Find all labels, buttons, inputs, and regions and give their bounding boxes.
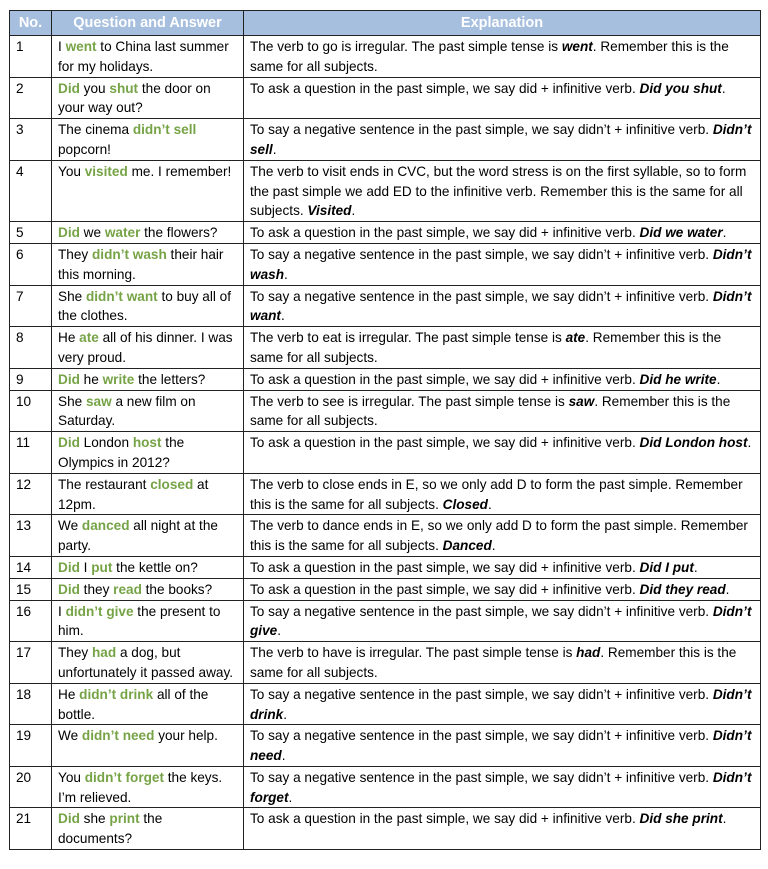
- explanation-cell: [244, 642, 761, 684]
- sentence-text: we: [79, 225, 105, 241]
- table-row: [10, 808, 761, 850]
- past-simple-table: [9, 10, 761, 850]
- question-answer-cell: [52, 515, 244, 557]
- explanation-text: The verb to have is irregular. The past simple tense is: [250, 645, 577, 661]
- highlighted-verb: didn’t drink: [79, 686, 154, 702]
- highlighted-verb: didn’t want: [85, 288, 158, 304]
- question-answer-cell: [52, 556, 244, 578]
- table-row: [10, 556, 761, 578]
- answer-form: Didn’t forget: [250, 769, 752, 805]
- row-number: 3: [10, 119, 52, 161]
- sentence-text: all of the bottle.: [58, 686, 209, 722]
- sentence-text: he: [79, 371, 103, 387]
- answer-form: Didn’t wash: [250, 246, 752, 282]
- explanation-text: To say a negative sentence in the past simple, we say didn’t + infinitive verb.: [250, 246, 713, 262]
- row-number: 20: [10, 766, 52, 808]
- highlighted-verb: write: [102, 371, 135, 387]
- sentence-text: The restaurant: [58, 476, 151, 492]
- explanation-text: .: [747, 435, 752, 451]
- explanation-cell: [244, 222, 761, 244]
- question-answer-cell: [52, 683, 244, 725]
- answer-form: Didn’t sell: [250, 122, 752, 157]
- explanation-text: .: [281, 748, 286, 764]
- explanation-cell: [244, 725, 761, 767]
- explanation-text: To say a negative sentence in the past simple, we say didn’t + infinitive verb.: [250, 603, 713, 619]
- answer-form: Closed: [442, 496, 488, 512]
- row-number: 17: [10, 642, 52, 684]
- explanation-text: To say a negative sentence in the past simple, we say didn’t + infinitive verb.: [250, 122, 713, 138]
- row-number: 12: [10, 473, 52, 515]
- answer-form: Didn’t drink: [250, 686, 752, 722]
- table-row: [10, 243, 761, 285]
- answer-form: Did he write: [639, 371, 717, 387]
- question-answer-cell: [52, 642, 244, 684]
- highlighted-verb: had: [92, 645, 117, 661]
- table-row: [10, 515, 761, 557]
- table-row: [10, 119, 761, 161]
- explanation-text: To say a negative sentence in the past simple, we say didn’t + infinitive verb.: [250, 686, 713, 702]
- row-number: 10: [10, 390, 52, 432]
- explanation-cell: [244, 390, 761, 432]
- row-number: 13: [10, 515, 52, 557]
- explanation-cell: [244, 578, 761, 600]
- explanation-text: The verb to see is irregular. The past simple tense is: [250, 393, 569, 409]
- sentence-text: She: [58, 288, 86, 304]
- table-row: [10, 642, 761, 684]
- explanation-cell: [244, 808, 761, 850]
- sentence-text: the flowers?: [140, 225, 218, 241]
- row-number: 1: [10, 36, 52, 78]
- highlighted-verb: danced: [81, 518, 130, 534]
- header-row: [10, 11, 761, 36]
- table-row: [10, 222, 761, 244]
- question-answer-cell: [52, 578, 244, 600]
- sentence-text: the present to him.: [58, 603, 221, 639]
- sentence-text: to China last summer for my holidays.: [58, 39, 229, 74]
- explanation-cell: [244, 556, 761, 578]
- sentence-text: the keys. I’m relieved.: [58, 769, 223, 805]
- question-answer-cell: [52, 327, 244, 369]
- table-row: [10, 77, 761, 119]
- answer-form: Did they read: [639, 581, 726, 597]
- sentence-text: They: [58, 645, 92, 661]
- header-question-and-answer: Question and Answer: [52, 11, 244, 36]
- explanation-cell: [244, 683, 761, 725]
- explanation-text: To ask a question in the past simple, we say did + infinitive verb.: [250, 435, 640, 451]
- explanation-text: To ask a question in the past simple, we say did + infinitive verb.: [250, 581, 640, 597]
- sentence-text: a new film on Saturday.: [58, 393, 196, 429]
- table-row: [10, 368, 761, 390]
- answer-form: Danced: [442, 538, 492, 554]
- highlighted-verb: saw: [85, 393, 112, 409]
- explanation-text: .: [351, 203, 356, 219]
- sentence-text: He: [58, 686, 80, 702]
- explanation-text: . Remember this is the same for all subjects.: [250, 330, 722, 365]
- explanation-text: . Remember this is the same for all subjects.: [250, 39, 729, 74]
- highlighted-verb: didn’t need: [81, 728, 155, 744]
- question-answer-cell: [52, 600, 244, 642]
- answer-form: went: [561, 39, 593, 54]
- sentence-text: at 12pm.: [58, 476, 209, 512]
- explanation-cell: [244, 432, 761, 474]
- sentence-text: the Olympics in 2012?: [58, 435, 185, 470]
- sentence-text: you: [79, 80, 110, 96]
- row-number: 15: [10, 578, 52, 600]
- explanation-text: To say a negative sentence in the past simple, we say didn’t + infinitive verb.: [250, 288, 713, 304]
- answer-form: saw: [568, 393, 595, 409]
- explanation-cell: [244, 36, 761, 78]
- explanation-text: To ask a question in the past simple, we say did + infinitive verb.: [250, 80, 640, 96]
- answer-form: Did you shut: [639, 80, 722, 96]
- question-answer-cell: [52, 725, 244, 767]
- table-row: [10, 390, 761, 432]
- explanation-text: To ask a question in the past simple, we say did + infinitive verb.: [250, 371, 640, 387]
- row-number: 6: [10, 243, 52, 285]
- highlighted-verb: water: [104, 225, 141, 241]
- explanation-text: . Remember this is the same for all subjects.: [250, 393, 731, 429]
- row-number: 21: [10, 808, 52, 850]
- row-number: 4: [10, 160, 52, 221]
- answer-form: Didn’t need: [250, 728, 752, 764]
- question-answer-cell: [52, 77, 244, 119]
- explanation-text: The verb to eat is irregular. The past simple tense is: [250, 330, 566, 346]
- sentence-text: I: [79, 559, 92, 575]
- explanation-cell: [244, 473, 761, 515]
- sentence-text: The cinema: [58, 122, 133, 138]
- highlighted-verb: print: [109, 811, 140, 827]
- table-row: [10, 766, 761, 808]
- answer-form: Didn’t give: [250, 603, 752, 639]
- question-answer-cell: [52, 473, 244, 515]
- row-number: 16: [10, 600, 52, 642]
- question-answer-cell: [52, 36, 244, 78]
- highlighted-verb: Did: [58, 581, 80, 597]
- row-number: 5: [10, 222, 52, 244]
- sentence-text: all of his dinner. I was very proud.: [58, 330, 233, 365]
- explanation-text: To ask a question in the past simple, we say did + infinitive verb.: [250, 559, 640, 575]
- explanation-text: .: [288, 789, 293, 805]
- highlighted-verb: didn’t sell: [132, 122, 197, 138]
- explanation-text: To say a negative sentence in the past simple, we say didn’t + infinitive verb.: [250, 728, 713, 744]
- explanation-cell: [244, 766, 761, 808]
- answer-form: had: [576, 645, 601, 661]
- sentence-text: We: [58, 728, 82, 744]
- explanation-text: The verb to close ends in E, so we only add D to form the past simple. Remember this is the same for all subjects.: [250, 476, 743, 512]
- table-row: [10, 432, 761, 474]
- sentence-text: We: [58, 518, 82, 534]
- row-number: 8: [10, 327, 52, 369]
- highlighted-verb: Did: [58, 225, 80, 241]
- highlighted-verb: went: [65, 39, 97, 54]
- explanation-text: .: [716, 371, 721, 387]
- explanation-text: .: [725, 581, 730, 597]
- row-number: 19: [10, 725, 52, 767]
- question-answer-cell: [52, 243, 244, 285]
- question-answer-cell: [52, 119, 244, 161]
- sentence-text: the letters?: [134, 371, 206, 387]
- sentence-text: a dog, but unfortunately it passed away.: [58, 645, 234, 680]
- explanation-text: .: [721, 80, 726, 96]
- explanation-cell: [244, 515, 761, 557]
- highlighted-verb: visited: [84, 163, 128, 179]
- sentence-text: He: [58, 330, 80, 346]
- question-answer-cell: [52, 390, 244, 432]
- explanation-text: To ask a question in the past simple, we say did + infinitive verb.: [250, 225, 640, 241]
- explanation-text: To ask a question in the past simple, we say did + infinitive verb.: [250, 811, 640, 827]
- answer-form: Did I put: [639, 559, 694, 575]
- sentence-text: me. I remember!: [127, 163, 232, 179]
- explanation-cell: [244, 327, 761, 369]
- highlighted-verb: didn’t wash: [92, 246, 167, 262]
- explanation-cell: [244, 368, 761, 390]
- explanation-text: .: [283, 706, 288, 722]
- sentence-text: the books?: [141, 581, 213, 597]
- sentence-text: to buy all of the clothes.: [58, 288, 232, 324]
- explanation-text: .: [693, 559, 698, 575]
- table-header: [10, 11, 761, 36]
- row-number: 18: [10, 683, 52, 725]
- sentence-text: the documents?: [58, 811, 163, 847]
- table-row: [10, 578, 761, 600]
- highlighted-verb: Did: [58, 371, 80, 387]
- table-row: [10, 327, 761, 369]
- answer-form: ate: [565, 330, 586, 346]
- highlighted-verb: Did: [58, 435, 80, 451]
- question-answer-cell: [52, 766, 244, 808]
- sentence-text: You: [58, 769, 85, 785]
- table-row: [10, 725, 761, 767]
- explanation-text: To say a negative sentence in the past simple, we say didn’t + infinitive verb.: [250, 769, 713, 785]
- table-row: [10, 160, 761, 221]
- answer-form: Visited: [307, 203, 352, 219]
- explanation-cell: [244, 77, 761, 119]
- highlighted-verb: closed: [150, 476, 194, 492]
- sentence-text: she: [79, 811, 110, 827]
- sentence-text: the door on your way out?: [58, 80, 211, 116]
- answer-form: Did we water: [639, 225, 723, 241]
- sentence-text: their hair this morning.: [58, 246, 224, 282]
- explanation-text: .: [491, 538, 496, 554]
- sentence-text: She: [58, 393, 86, 409]
- explanation-text: .: [487, 496, 492, 512]
- highlighted-verb: read: [113, 581, 142, 597]
- explanation-text: .: [722, 811, 727, 827]
- row-number: 14: [10, 556, 52, 578]
- table-body: [10, 36, 761, 850]
- question-answer-cell: [52, 432, 244, 474]
- explanation-text: .: [284, 266, 288, 282]
- explanation-text: The verb to go is irregular. The past simple tense is: [250, 39, 562, 54]
- question-answer-cell: [52, 222, 244, 244]
- sentence-text: You: [58, 163, 85, 179]
- header-explanation: Explanation: [244, 11, 761, 36]
- header-no: No.: [10, 11, 52, 36]
- table-row: [10, 683, 761, 725]
- explanation-cell: [244, 160, 761, 221]
- explanation-text: The verb to visit ends in CVC, but the word stress is on the first syllable, so to form the past simple we add ED to the infinitive verb. Remember this is the same for all subjects.: [250, 163, 747, 219]
- answer-form: Did she print: [639, 811, 723, 827]
- highlighted-verb: Did: [58, 559, 80, 575]
- table-row: [10, 600, 761, 642]
- sentence-text: the kettle on?: [112, 559, 198, 575]
- row-number: 2: [10, 77, 52, 119]
- sentence-text: They: [58, 246, 92, 262]
- question-answer-cell: [52, 285, 244, 327]
- explanation-text: .: [722, 225, 727, 241]
- question-answer-cell: [52, 368, 244, 390]
- sentence-text: I: [58, 603, 66, 619]
- sentence-text: popcorn!: [58, 141, 111, 157]
- highlighted-verb: Did: [58, 811, 80, 827]
- explanation-text: . Remember this is the same for all subjects.: [250, 645, 737, 680]
- table-row: [10, 473, 761, 515]
- answer-form: Didn’t want: [250, 288, 752, 324]
- row-number: 7: [10, 285, 52, 327]
- highlighted-verb: shut: [109, 80, 139, 96]
- explanation-text: The verb to dance ends in E, so we only add D to form the past simple. Remember this is the same for all subjects.: [250, 518, 748, 554]
- row-number: 9: [10, 368, 52, 390]
- sentence-text: London: [79, 435, 133, 451]
- question-answer-cell: [52, 808, 244, 850]
- explanation-text: .: [280, 308, 285, 324]
- explanation-cell: [244, 243, 761, 285]
- highlighted-verb: Did: [58, 80, 80, 96]
- sentence-text: I: [58, 39, 66, 54]
- question-answer-cell: [52, 160, 244, 221]
- sentence-text: all night at the party.: [58, 518, 218, 554]
- explanation-cell: [244, 119, 761, 161]
- highlighted-verb: didn’t give: [65, 603, 134, 619]
- explanation-cell: [244, 600, 761, 642]
- sentence-text: your help.: [154, 728, 218, 744]
- answer-form: Did London host: [639, 435, 748, 451]
- highlighted-verb: didn’t forget: [84, 769, 164, 785]
- explanation-text: .: [272, 141, 277, 157]
- table-row: [10, 285, 761, 327]
- explanation-cell: [244, 285, 761, 327]
- sentence-text: they: [79, 581, 114, 597]
- row-number: 11: [10, 432, 52, 474]
- highlighted-verb: ate: [79, 330, 99, 346]
- highlighted-verb: host: [132, 435, 162, 451]
- table-row: [10, 36, 761, 78]
- highlighted-verb: put: [91, 559, 113, 575]
- explanation-text: .: [277, 623, 281, 639]
